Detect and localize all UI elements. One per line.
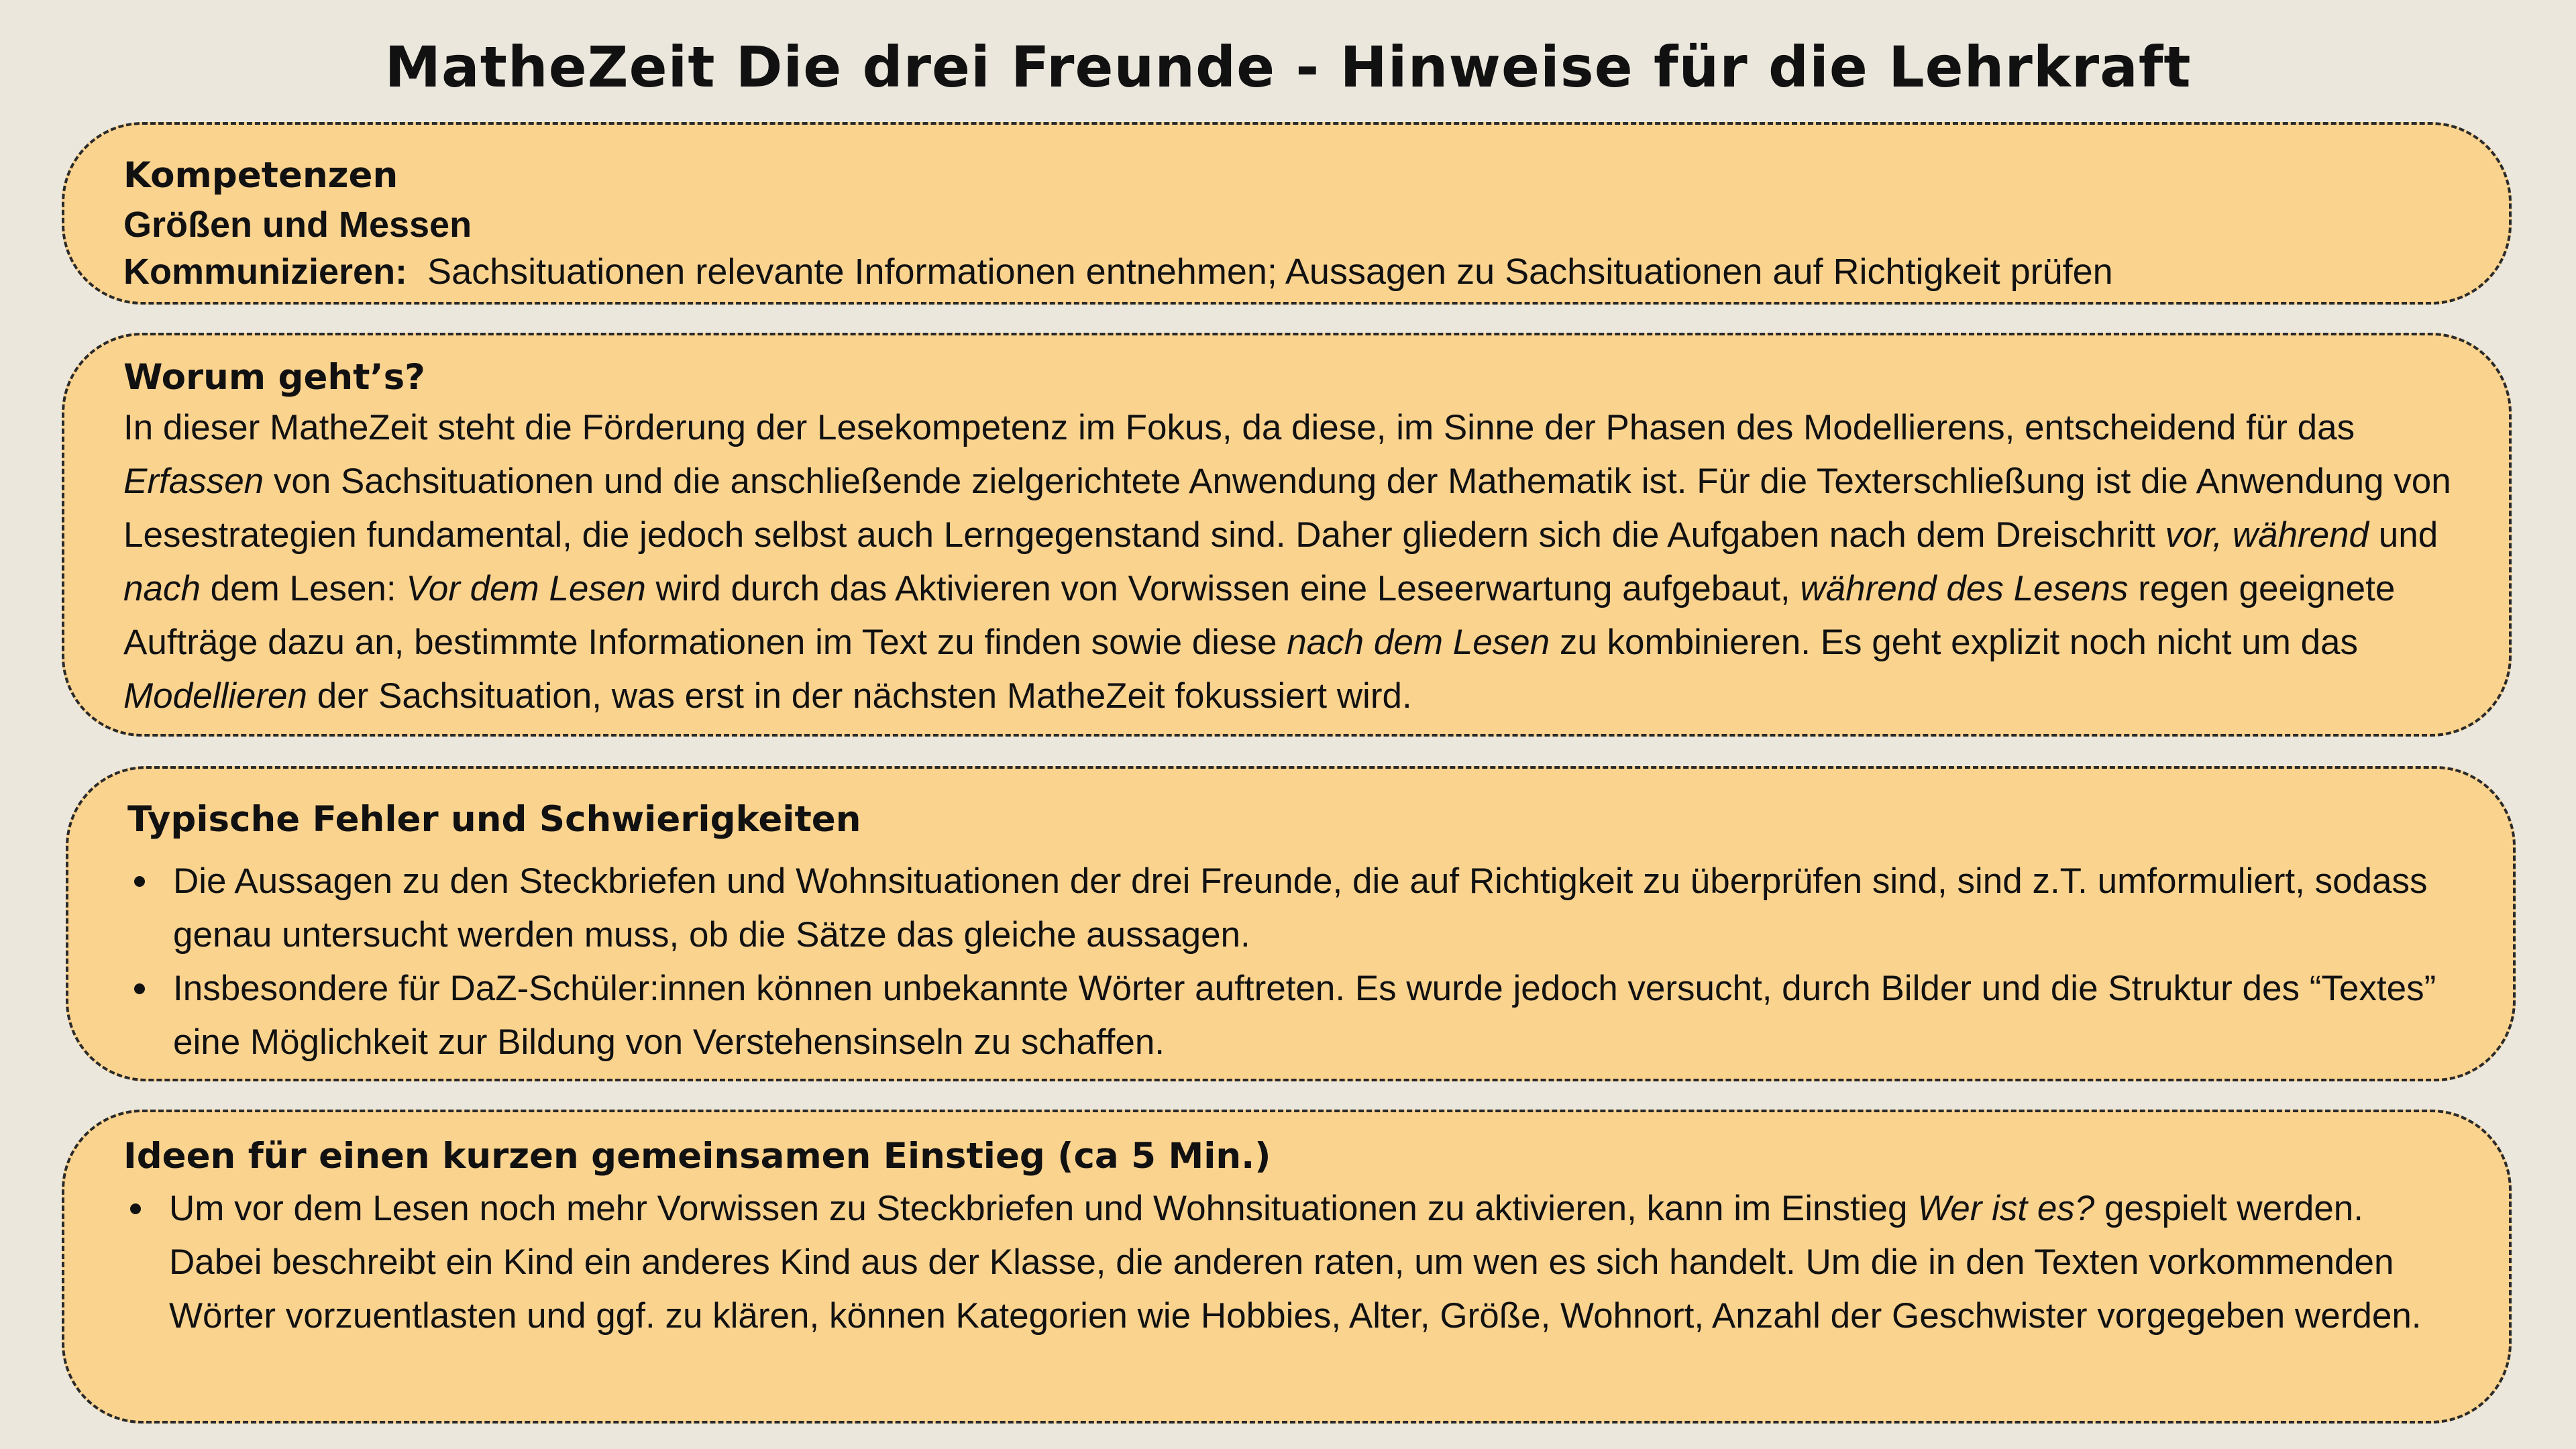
bullet-icon [134,876,145,887]
worum-emphasis-modellieren: Modellieren [123,676,307,716]
page-title: MatheZeit Die drei Freunde - Hinweise für die Lehrkraft [384,34,2192,100]
list-item [123,1182,2455,1343]
worum-text-5: wird durch das Aktivieren von Vorwissen eine Leseerwartung aufgebaut, [645,569,1801,608]
fehler-bullet-2-text: Insbesondere für DaZ-Schüler:innen können unbekannte Wörter auftreten. Es wurde jedoch versucht, durch Bilder und die Struktur des “Textes” eine Möglichkeit zur Bildung von Verstehensinseln zu schaffen. [173,969,2436,1062]
worum-card [62,333,2512,737]
ideen-text-1: Um vor dem Lesen noch mehr Vorwissen zu Steckbriefen und Wohnsituationen zu aktivieren, kann im Einstieg [169,1189,1918,1228]
worum-text-4: dem Lesen: [200,569,407,608]
groessen-label: Größen und Messen [123,205,472,245]
fehler-card [66,766,2516,1081]
worum-emphasis-erfassen: Erfassen [123,462,264,501]
bullet-icon [130,1203,141,1214]
list-item [127,855,2459,962]
worum-text-1: In dieser MatheZeit steht die Förderung der Lesekompetenz im Fokus, da diese, im Sinne der Phasen des Modellierens, entscheidend für das [123,408,2355,447]
worum-emphasis-nach: nach [123,569,201,608]
kompetenzen-card [62,122,2512,305]
worum-text-7: zu kombinieren. Es geht explizit noch nicht um das [1550,623,2359,662]
ideen-heading: Ideen für einen kurzen gemeinsamen Einstieg (ca 5 Min.) [123,1136,1271,1177]
ideen-bullet-text [169,1189,2422,1336]
worum-paragraph [123,401,2455,723]
kompetenzen-line-kommunizieren [123,248,2455,295]
worum-text-3: und [2369,515,2438,555]
worum-emphasis-vor-dem-lesen: Vor dem Lesen [406,569,646,608]
fehler-bullet-1-text: Die Aussagen zu den Steckbriefen und Wohnsituationen der drei Freunde, die auf Richtigkeit zu überprüfen sind, sind z.T. umformuliert, sodass genau untersucht werden muss, ob die Sätze das gleiche aussagen. [173,861,2428,955]
worum-text-8: der Sachsituation, was erst in der nächsten MatheZeit fokussiert wird. [307,676,1412,716]
kompetenzen-heading: Kompetenzen [123,155,398,196]
kommunizieren-text: Sachsituationen relevante Informationen entnehmen; Aussagen zu Sachsituationen auf Richtigkeit prüfen [407,252,2113,292]
kompetenzen-line-groessen [123,201,2455,248]
ideen-text-2: gespielt werden. Dabei beschreibt ein Kind ein anderes Kind aus der Klasse, die anderen raten, um wen es sich handelt. Um die in den Texten vorkommenden Wörter vorzuentlasten und ggf. zu klären, können Kategorien wie Hobbies, Alter, Größe, Wohnort, Anzahl der Geschwister vorgegeben werden. [169,1189,2422,1336]
worum-heading: Worum geht’s? [123,357,425,398]
ideen-emphasis-wer-ist-es: Wer ist es? [1917,1189,2095,1228]
fehler-heading: Typische Fehler und Schwierigkeiten [127,799,861,840]
ideen-card [62,1110,2512,1424]
list-item [127,962,2459,1069]
kommunizieren-label: Kommunizieren: [123,252,408,292]
worum-emphasis-vor-waehrend: vor, während [2165,515,2369,555]
ideen-list [123,1182,2455,1343]
worum-emphasis-waehrend-des-lesens: während des Lesens [1800,569,2129,608]
worum-text-6: regen geeignete Aufträge dazu an, bestimmte Informationen im Text zu finden sowie diese [123,569,2396,662]
bullet-icon [134,983,145,994]
worum-text-2: von Sachsituationen und die anschließende zielgerichtete Anwendung der Mathematik ist. Für die Texterschließung ist die Anwendung von Lesestrategien fundamental, die jedoch selbst auch Lerngegenstand sind. Daher gliedern sich die Aufgaben nach dem Dreischritt [123,462,2451,555]
fehler-list [127,855,2459,1069]
worum-emphasis-nach-dem-lesen: nach dem Lesen [1287,623,1550,662]
